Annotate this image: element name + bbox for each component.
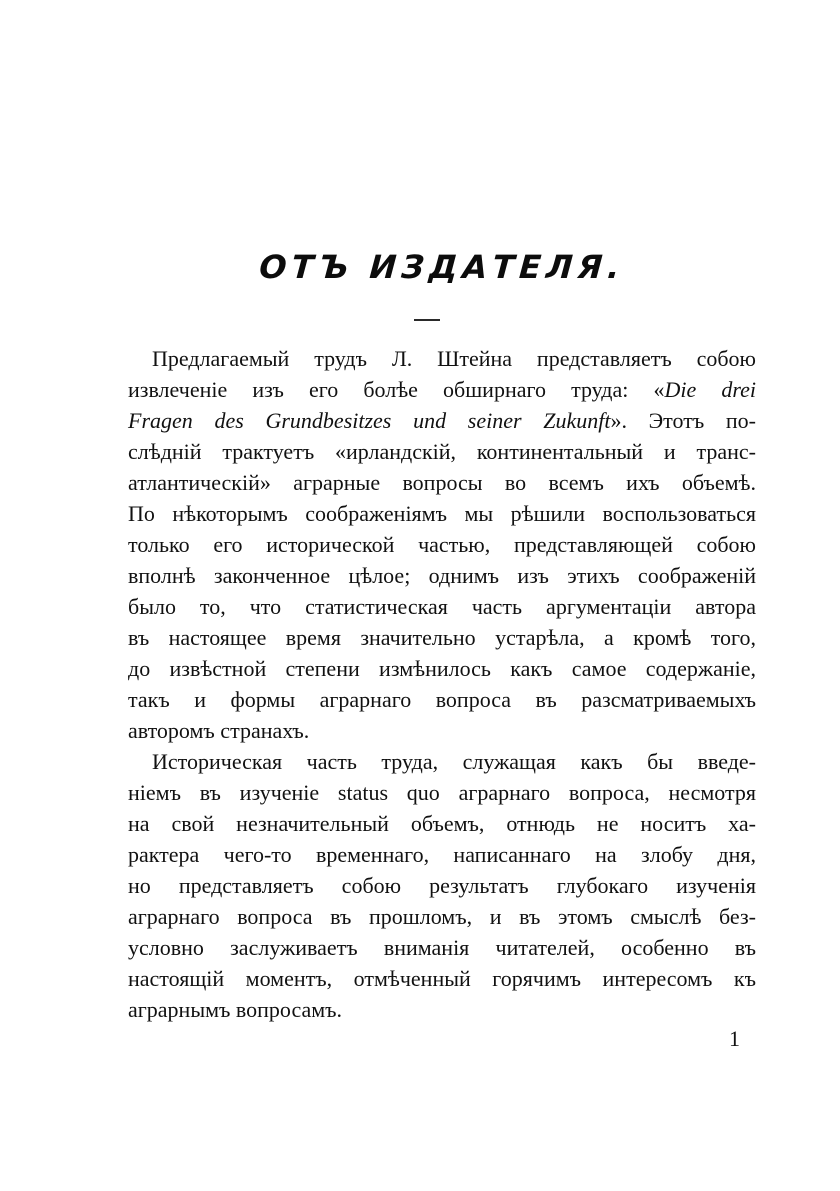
body-text — [128, 343, 756, 1025]
text-line: извлеченіе изъ его болѣе обширнаго труда: «Die drei — [128, 377, 756, 402]
text-line: вполнѣ законченное цѣлое; однимъ изъ этихъ соображеній — [128, 563, 756, 588]
text-line: было то, что статистическая часть аргументаціи автора — [128, 594, 756, 619]
text-line: авторомъ странахъ. — [128, 718, 310, 743]
text-line: По нѣкоторымъ соображеніямъ мы рѣшили воспользоваться — [128, 501, 756, 526]
text-line: ніемъ въ изученіе status quo аграрнаго вопроса, несмотря — [128, 780, 756, 805]
text-line: до извѣстной степени измѣнилось какъ самое содержаніе, — [128, 656, 756, 681]
text-line: условно заслуживаетъ вниманія читателей, особенно въ — [128, 935, 756, 960]
text-line: на свой незначительный объемъ, отнюдь не носитъ ха- — [128, 811, 756, 836]
page-number: 1 — [729, 1026, 740, 1051]
text-line: такъ и формы аграрнаго вопроса въ разсматриваемыхъ — [128, 687, 756, 712]
text-line: атлантическій» аграрные вопросы во всемъ ихъ объемѣ. — [128, 470, 756, 495]
text-line: настоящій моментъ, отмѣченный горячимъ интересомъ къ — [128, 966, 756, 991]
text-line: только его исторической частью, представляющей собою — [128, 532, 756, 557]
text-line: въ настоящее время значительно устарѣла, а кромѣ того, — [128, 625, 756, 650]
text-line: Предлагаемый трудъ Л. Штейна представляетъ собою — [152, 346, 756, 371]
heading-divider — [414, 319, 440, 321]
text-line: Fragen des Grundbesitzes und seiner Zukunft». Этотъ по- — [128, 408, 756, 433]
text-line: Историческая часть труда, служащая какъ бы введе- — [152, 749, 756, 774]
page-heading: ОТЪ ИЗДАТЕЛЯ. — [258, 248, 626, 286]
text-line: но представляетъ собою результатъ глубокаго изученія — [128, 873, 756, 898]
text-line: аграрнаго вопроса въ прошломъ, и въ этомъ смыслѣ без- — [128, 904, 756, 929]
text-line: слѣдній трактуетъ «ирландскій, континентальный и транс- — [128, 439, 756, 464]
text-line: аграрнымъ вопросамъ. — [128, 997, 343, 1022]
text-line: рактера чего-то временнаго, написаннаго на злобу дня, — [128, 842, 756, 867]
